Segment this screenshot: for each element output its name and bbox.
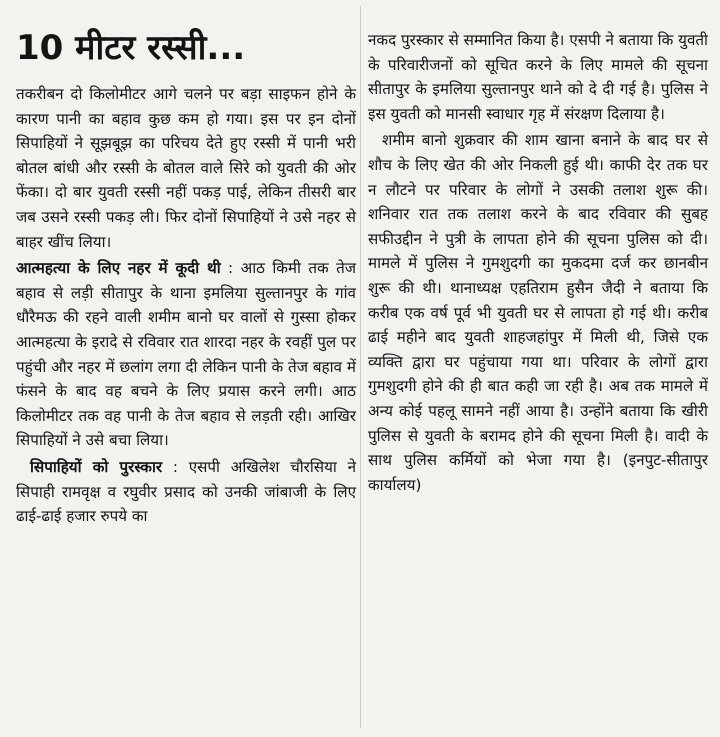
- subheading-suicide-attempt: आत्महत्या के लिए नहर में कूदी थी: [16, 259, 221, 278]
- paragraph-intro-text: तकरीबन दो किलोमीटर आगे चलने पर बड़ा साइफन होने के कारण पानी का बहाव कुछ कम हो गया। इस पर इन दोनों सिपाहियों ने सूझबूझ का परिचय देते हुए रस्सी में पानी भरी बोतल बांधी और रस्सी के बोतल वाले सिरे को युवती की ओर फेंका। दो बार युवती रस्सी नहीं पकड़ पाई, लेकिन तीसरी बार जब उसने रस्सी पकड़ ली। फिर दोनों सिपाहियों ने उसे नहर से बाहर खींच लिया।: [16, 85, 356, 251]
- paragraph-background: [368, 128, 708, 497]
- paragraph-intro: [16, 82, 356, 254]
- right-column: [368, 0, 708, 497]
- paragraph-reward-continued: [368, 28, 708, 126]
- column-divider: [360, 6, 361, 728]
- subheading-reward: सिपाहियों को पुरस्कार: [30, 457, 163, 476]
- paragraph-background-text: शमीम बानो शुक्रवार की शाम खाना बनाने के बाद घर से शौच के लिए खेत की ओर निकली हुई थी। काफी देर तक घर न लौटने पर परिवार के लोगों ने उसकी तलाश शुरू की। शनिवार रात तक तलाश करने के बाद रविवार की सुबह सफीउद्दीन ने पुत्री के लापता होने की सूचना पुलिस को दी। मामले में पुलिस ने गुमशुदगी का मुकदमा दर्ज कर छानबीन शुरू की थी। थानाध्यक्ष एहतिराम हुसैन जैदी ने बताया कि करीब एक वर्ष पूर्व भी युवती घर से लापता हो गई थी। करीब ढाई महीने बाद युवती शाहजहांपुर में मिली थी, जिसे एक व्यक्ति द्वारा घर पहुंचाया गया था। परिवार के लोगों द्वारा गुमशुदगी होने की ही बात कही जा रही है। अब तक मामले में अन्य कोई पहलू सामने नहीं आया है। उन्होंने बताया कि खीरी पुलिस से युवती के बरामद होने की सूचना मिली है। वादी के साथ पुलिस कर्मियों को भेजा गया है। (इनपुट-सीतापुर कार्यालय): [368, 131, 708, 494]
- paragraph-reward-text: : एसपी अखिलेश चौरसिया ने सिपाही रामवृक्ष व रघुवीर प्रसाद को उनकी जांबाजी के लिए ढाई-ढाई हजार रुपये का: [16, 457, 357, 526]
- paragraph-reward-continued-text: नकद पुरस्कार से सम्मानित किया है। एसपी ने बताया कि युवती के परिवारीजनों को सूचित करने के लिए मामले की सूचना सीतापुर के इमलिया सुल्तानपुर थाने को दे दी गई है। पुलिस ने इस युवती को मानसी स्वाधार गृह में संरक्षण दिलाया है।: [368, 31, 708, 123]
- headline: 10 मीटर रस्सी...: [16, 28, 246, 68]
- paragraph-suicide-attempt-text: : आठ किमी तक तेज बहाव से लड़ी सीतापुर के थाना इमलिया सुल्तानपुर के गांव धौरैमऊ की रहने वाली शमीम बानो घर वालों से गुस्सा होकर आत्महत्या के इरादे से रविवार रात शारदा नहर के रवहीं पुल पर पहुंची और नहर में छलांग लगा दी लेकिन पानी के तेज बहाव में फंसने के बाद वह बचने के लिए प्रयास करने लगी। आठ किलोमीटर तक वह पानी के तेज बहाव से लड़ती रही। आखिर सिपाहियों ने उसे बचा लिया।: [16, 259, 357, 450]
- paragraph-reward: [16, 455, 356, 529]
- paragraph-suicide-attempt: [16, 256, 356, 453]
- left-column: [16, 0, 356, 529]
